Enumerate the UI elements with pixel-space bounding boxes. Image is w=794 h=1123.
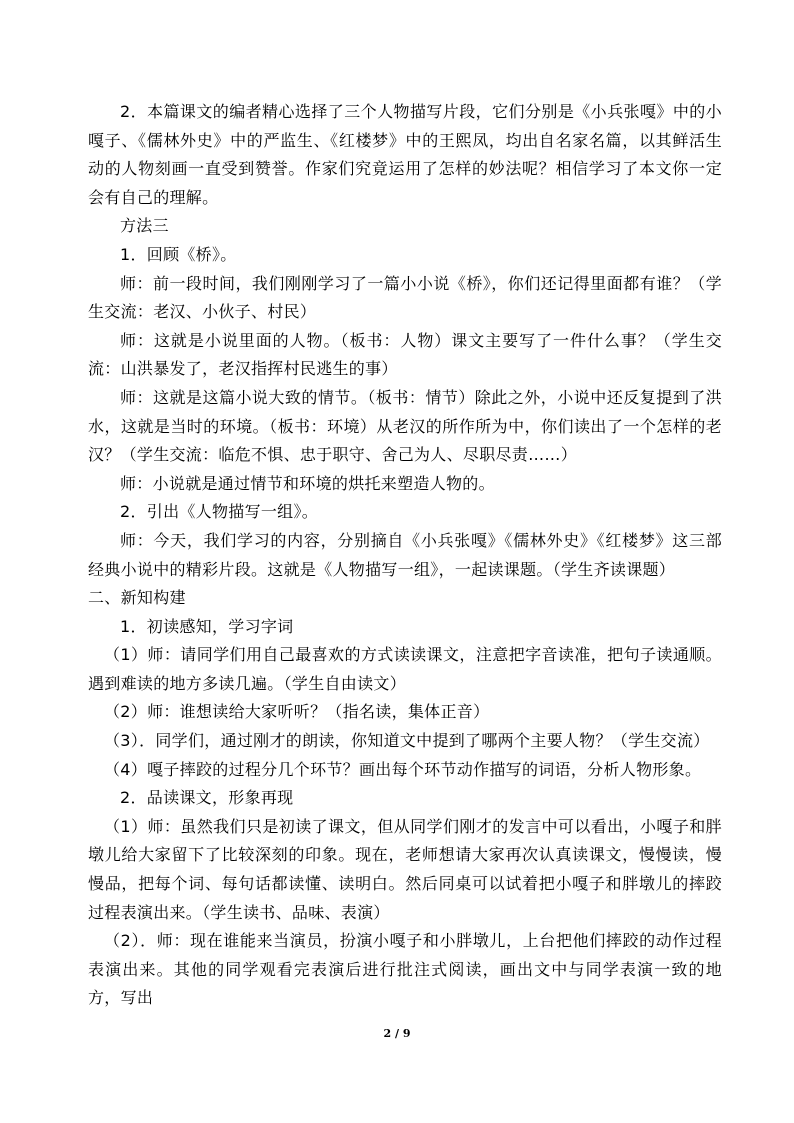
section-heading: 二、新知构建 — [88, 588, 186, 608]
paragraph: 1．回顾《桥》。 — [120, 244, 237, 264]
paragraph: 2．品读课文，形象再现 — [120, 788, 294, 808]
paragraph: 2．本篇课文的编者精心选择了三个人物描写片段，它们分别是《小兵张嘎》中的小嘎子、《儒林外史》中的严监生、《红楼梦》中的王熙凤，均出自名家名篇，以其鲜活生动的人物刻画一直受到赞誉。作家们究竟运用了怎样的妙法呢？相信学习了本文你一定会有自己的理解。 — [88, 102, 722, 207]
paragraph: 2．引出《人物描写一组》。 — [120, 502, 319, 522]
paragraph: 师：这就是小说里面的人物。（板书：人物）课文主要写了一件什么事？（学生交流：山洪暴发了，老汉指挥村民逃生的事） — [88, 330, 722, 379]
paragraph: 师：今天，我们学习的内容，分别摘自《小兵张嘎》《儒林外史》《红楼梦》这三部经典小说中的精彩片段。这就是《人物描写一组》，一起读课题。（学生齐读课题） — [88, 530, 722, 579]
paragraph: （1）师：请同学们用自己最喜欢的方式读读课文，注意把字音读准，把句子读通顺。遇到难读的地方多读几遍。（学生自由读文） — [88, 645, 722, 693]
paragraph: 师：前一段时间，我们刚刚学习了一篇小小说《桥》，你们还记得里面都有谁？（学生交流：老汉、小伙子、村民） — [88, 273, 722, 322]
paragraph: （3）．同学们，通过刚才的朗读，你知道文中提到了哪两个主要人物？（学生交流） — [104, 731, 710, 751]
paragraph: （1）师：虽然我们只是初读了课文，但从同学们刚才的发言中可以看出，小嘎子和胖墩儿给大家留下了比较深刻的印象。现在，老师想请大家再次认真读课文，慢慢读，慢慢品，把每个词、每句话都读懂、读明白。然后同桌可以试着把小嘎子和胖墩儿的摔跤过程表演出来。（学生读书、品味、表演） — [88, 816, 722, 922]
paragraph: 师：这就是这篇小说大致的情节。（板书：情节）除此之外，小说中还反复提到了洪水，这就是当时的环境。（板书：环境）从老汉的所作所为中，你们读出了一个怎样的老汉？（学生交流：临危不惧、忠于职守、舍己为人、尽职尽责……） — [88, 387, 722, 465]
page-number: 2 / 9 — [383, 1027, 411, 1040]
section-heading: 方法三 — [120, 216, 169, 236]
paragraph: 1．初读感知，学习字词 — [120, 616, 294, 636]
document-body — [88, 98, 722, 1013]
paragraph: （2）．师：现在谁能来当演员，扮演小嘎子和小胖墩儿，上台把他们摔跤的动作过程表演出来。其他的同学观看完表演后进行批注式阅读，画出文中与同学表演一致的地方，写出 — [88, 931, 722, 1008]
paragraph: 师：小说就是通过情节和环境的烘托来塑造人物的。 — [120, 473, 495, 493]
paragraph: （2）师：谁想读给大家听听？（指名读，集体正音） — [104, 702, 490, 722]
paragraph: （4）嘎子摔跤的过程分几个环节？画出每个环节动作描写的词语，分析人物形象。 — [104, 759, 702, 779]
